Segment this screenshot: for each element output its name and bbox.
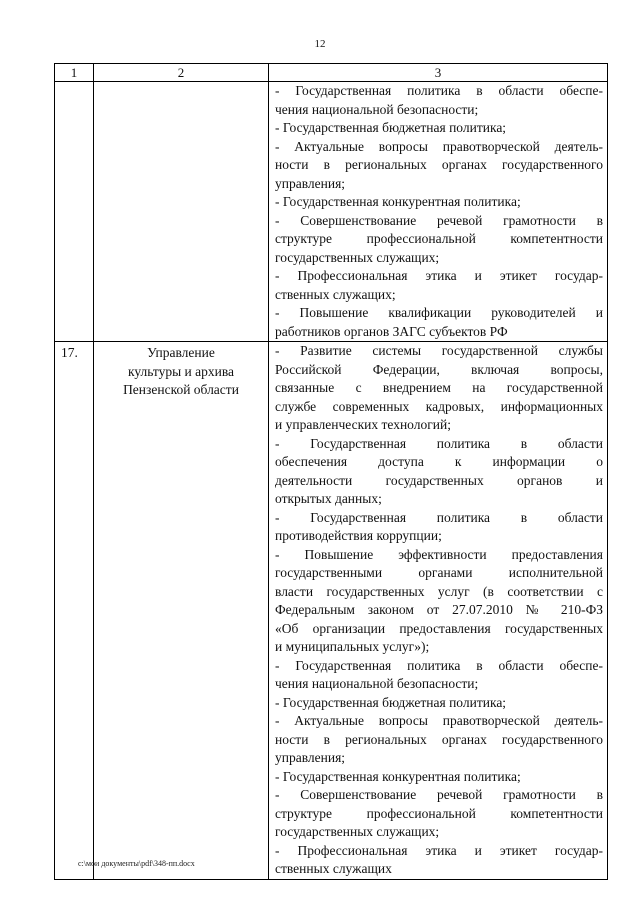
course-item-line: - Профессиональная этика и этикет государ-	[275, 842, 603, 858]
organization-cell	[94, 342, 269, 880]
course-item-line: Российской Федерации, включая вопросы,	[275, 361, 603, 377]
course-item-line: «Об организации предоставления государственных	[275, 620, 603, 636]
course-item-line: чения национальной безопасности;	[275, 101, 479, 117]
course-item-line: - Повышение эффективности предоставления	[275, 546, 603, 562]
course-item-line: управления;	[275, 175, 346, 191]
page-number: 12	[314, 38, 326, 50]
course-item-line: связанные с внедрением на государственной	[275, 380, 603, 395]
course-item-line: структуре профессиональной компетентности	[275, 805, 603, 821]
course-item-line: деятельности государственных органов и	[275, 472, 603, 488]
course-item-line: - Совершенствование речевой грамотности в	[275, 212, 603, 228]
course-item-line: - Государственная бюджетная политика;	[275, 694, 507, 710]
organization-name-line: культуры и архива	[127, 363, 235, 379]
header-cell-1: 1	[55, 64, 94, 82]
organization-cell	[94, 82, 269, 342]
course-item-line: обеспечения доступа к информации о	[275, 454, 603, 469]
course-item-line: ственных служащих;	[275, 286, 396, 302]
document-table	[54, 63, 608, 880]
course-item-line: власти государственных услуг (в соответствии с	[275, 583, 603, 599]
course-item-line: - Государственная конкурентная политика;	[275, 768, 521, 784]
table-row	[55, 342, 608, 880]
row-number-cell: 17.	[55, 342, 94, 880]
course-item-line: - Актуальные вопросы правотворческой деятель-	[275, 138, 603, 154]
header-cell-2: 2	[94, 64, 269, 82]
course-item-line: открытых данных;	[275, 491, 382, 506]
table-row	[55, 82, 608, 342]
course-item-line: структуре профессиональной компетентности	[275, 231, 603, 246]
course-item-line: - Актуальные вопросы правотворческой деятель-	[275, 713, 603, 728]
course-item-line: государственных служащих;	[275, 824, 440, 839]
header-cell-3: 3	[269, 64, 608, 82]
course-item-line: - Совершенствование речевой грамотности в	[275, 787, 603, 802]
course-item-line: - Государственная политика в области обеспе-	[275, 657, 603, 673]
course-item-line: службе современных кадровых, информационных	[275, 398, 603, 414]
footer-file-path: c:\мои документы\pdf\348-пп.docx	[78, 859, 195, 868]
course-item-line: - Профессиональная этика и этикет государ-	[275, 268, 603, 283]
row-number-cell	[55, 82, 94, 342]
course-item-line: ственных служащих	[275, 861, 392, 876]
course-item-line: - Государственная политика в области	[275, 509, 603, 525]
course-item-line: ности в региональных органах государственного	[275, 157, 603, 172]
course-item-line: - Государственная политика в области обеспе-	[275, 83, 603, 98]
course-item-line: ности в региональных органах государственного	[275, 731, 603, 747]
course-item-line: управления;	[275, 750, 346, 765]
course-item-line: чения национальной безопасности;	[275, 676, 479, 691]
course-item-line: - Государственная конкурентная политика;	[275, 194, 521, 209]
course-item-line: - Государственная политика в области	[275, 435, 603, 451]
course-item-line: - Государственная бюджетная политика;	[275, 120, 507, 135]
course-item-line: и управленческих технологий;	[275, 417, 451, 432]
organization-name-line: Управление	[147, 345, 215, 360]
items-cell	[269, 342, 608, 880]
table-header-row	[55, 64, 608, 82]
items-cell	[269, 82, 608, 342]
course-item-line: и муниципальных услуг»);	[275, 639, 430, 654]
course-item-line: Федеральным законом от 27.07.2010 № 210-ФЗ	[275, 602, 603, 617]
course-item-line: государственными органами исполнительной	[275, 565, 603, 580]
course-item-line: противодействия коррупции;	[275, 528, 442, 543]
course-item-line: государственных служащих;	[275, 249, 440, 265]
course-item-line: - Повышение квалификации руководителей и	[275, 305, 603, 320]
course-item-line: - Развитие системы государственной службы	[275, 343, 603, 358]
organization-name-line: Пензенской области	[123, 382, 239, 397]
course-item-line: работников органов ЗАГС субъектов РФ	[275, 323, 508, 339]
